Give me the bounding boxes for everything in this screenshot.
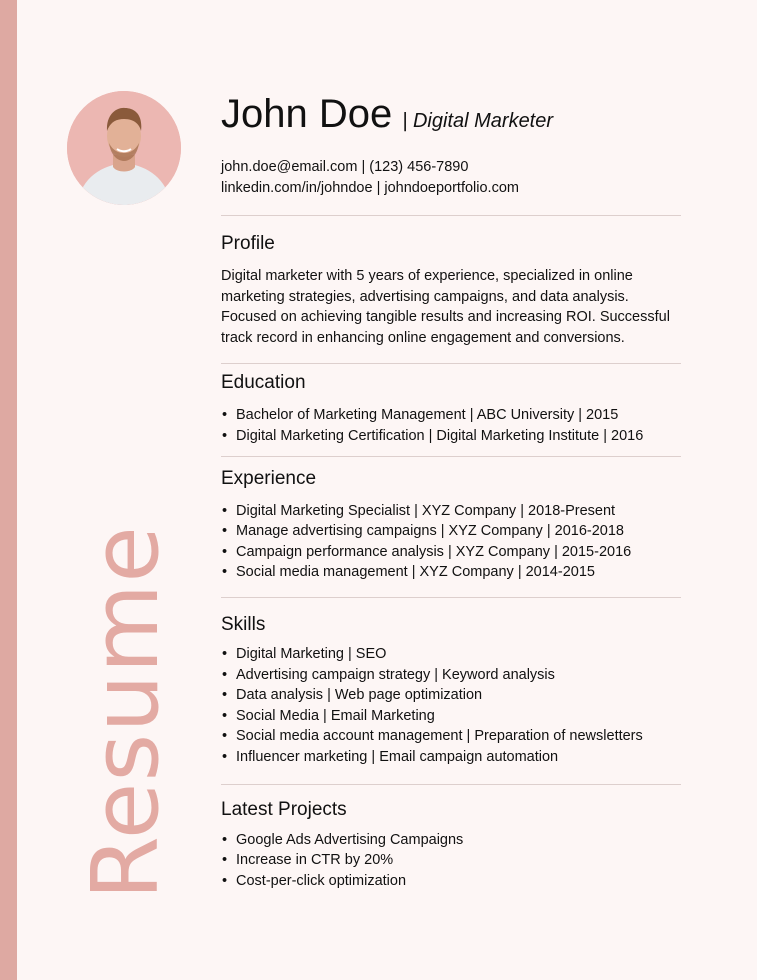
header [221, 92, 681, 140]
section-heading-experience: Experience [221, 467, 317, 489]
skills-list [221, 644, 681, 768]
section-heading-skills: Skills [221, 613, 266, 635]
list-item: • Manage advertising campaigns | XYZ Company | 2016-2018 [221, 521, 681, 542]
list-item: • Social media management | XYZ Company | 2014-2015 [221, 562, 681, 583]
experience-list [221, 501, 681, 583]
contact-info [221, 157, 681, 199]
list-item: • Bachelor of Marketing Management | ABC University | 2015 [221, 405, 681, 426]
contact-line-links: linkedin.com/in/johndoe | johndoeportfolio.com [221, 180, 519, 196]
list-item: • Cost-per-click optimization [221, 871, 681, 892]
resume-vertical-title: Resume [72, 525, 179, 900]
divider [221, 784, 681, 785]
projects-list [221, 830, 681, 892]
list-item: • Digital Marketing | SEO [221, 644, 681, 665]
divider [221, 597, 681, 598]
profile-text: Digital marketer with 5 years of experience, specialized in online marketing strategies, advertising campaigns, and data analysis. Focused on achieving tangible results and increasing ROI. Successful track record in enhancing online engagement and conversions. [221, 268, 670, 346]
list-item: • Advertising campaign strategy | Keyword analysis [221, 665, 681, 686]
divider [221, 363, 681, 364]
job-title: | Digital Marketer [402, 110, 554, 132]
list-item: • Social Media | Email Marketing [221, 706, 681, 727]
education-list [221, 405, 681, 446]
avatar [67, 91, 181, 205]
divider [221, 456, 681, 457]
list-item: • Social media account management | Preparation of newsletters [221, 726, 681, 747]
person-photo-icon [67, 91, 181, 205]
list-item: • Data analysis | Web page optimization [221, 685, 681, 706]
person-name: John Doe [221, 92, 393, 136]
list-item: • Digital Marketing Certification | Digital Marketing Institute | 2016 [221, 426, 681, 447]
list-item: • Increase in CTR by 20% [221, 850, 681, 871]
section-heading-projects: Latest Projects [221, 798, 347, 820]
list-item: • Campaign performance analysis | XYZ Company | 2015-2016 [221, 542, 681, 563]
resume-main [221, 92, 681, 891]
section-heading-education: Education [221, 372, 306, 394]
contact-line-email-phone: john.doe@email.com | (123) 456-7890 [221, 159, 469, 175]
left-accent-bar [0, 0, 17, 980]
divider [221, 215, 681, 216]
section-heading-profile: Profile [221, 233, 275, 254]
list-item: • Google Ads Advertising Campaigns [221, 830, 681, 851]
list-item: • Digital Marketing Specialist | XYZ Company | 2018-Present [221, 501, 681, 522]
list-item: • Influencer marketing | Email campaign automation [221, 747, 681, 768]
